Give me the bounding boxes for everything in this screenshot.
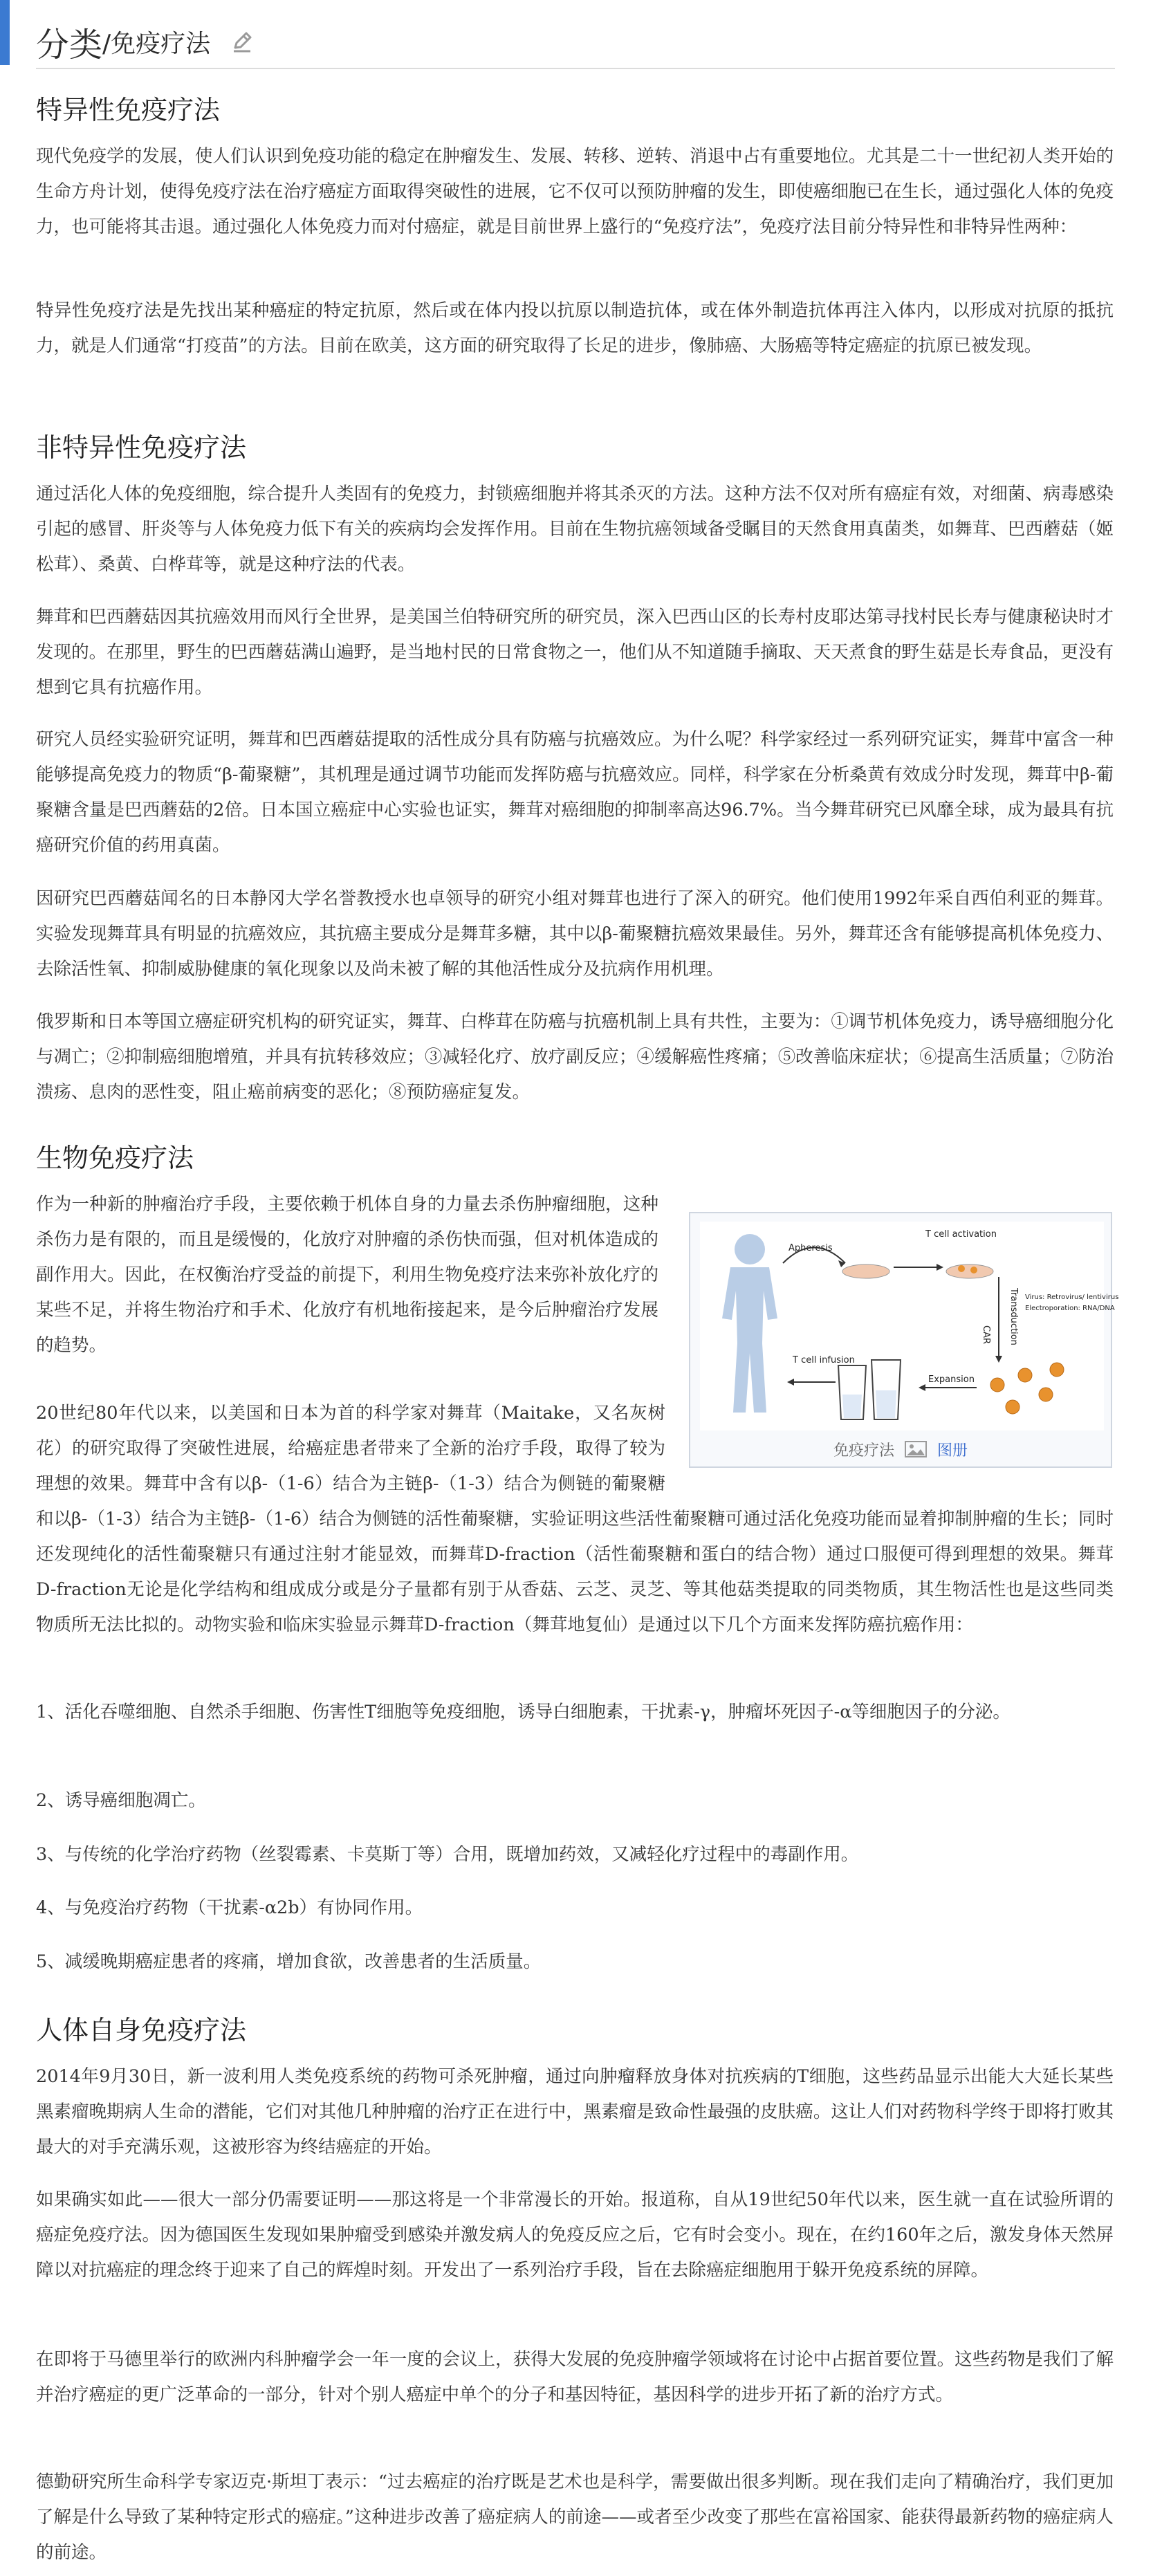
paragraph: 研究人员经实验研究证明，舞茸和巴西蘑菇提取的活性成分具有防癌与抗癌效应。为什么呢？科学家经过一系列研究证实，舞茸中富含一种能够提高免疫力的物质“β-葡聚糖”，其机理是通过调节功能而发挥防癌与抗癌效应。同样，科学家在分析桑黄有效成分时发现，舞茸中β-葡聚糖含量是巴西蘑菇的2倍。日本国立癌症中心实验也证实，舞茸对癌细胞的抑制率高达96.7%。当今舞茸研究已风靡全球，成为最具有抗癌研究价值的药用真菌。	[36, 729, 1114, 856]
label-expansion: Expansion	[928, 1374, 975, 1385]
paragraph: 舞茸和巴西蘑菇因其抗癌效用而风行全世界，是美国兰伯特研究所的研究员，深入巴西山区的长寿村皮耶达第寻找村民长寿与健康秘诀时才发现的。在那里，野生的巴西蘑菇满山遍野，是当地村民的日常食物之一，他们从不知道随手摘取、天天煮食的野生菇是长寿食品，更没有想到它具有抗癌作用。	[36, 607, 1114, 698]
figure-caption	[690, 1433, 1111, 1465]
label-infusion: T cell infusion	[793, 1355, 855, 1365]
gallery-link[interactable]: 图册	[937, 1442, 968, 1460]
page-title	[36, 15, 1115, 69]
paragraph: 2014年9月30日，新一波利用人类免疫系统的药物可杀死肿瘤，通过向肿瘤释放身体对抗疾病的T细胞，这些药品显示出能大大延长某些黑素瘤晚期病人生命的潜能，它们对其他几种肿瘤的治疗正在进行中，黑素瘤是致命性最强的皮肤癌。这让人们对药物科学终于即将打败其最大的对手充满乐观，这被形容为终结癌症的开始。	[36, 2066, 1114, 2158]
list-item: 4、与免疫治疗药物（干扰素-α2b）有协同作用。	[36, 1897, 423, 1918]
image-icon[interactable]	[904, 1439, 928, 1459]
page-title-sub: /免疫疗法	[102, 29, 211, 58]
title-accent-bar	[0, 0, 10, 65]
pencil-icon[interactable]	[228, 28, 256, 55]
page-title-main: 分类	[36, 25, 103, 64]
section-title: 生物免疫疗法	[36, 1143, 194, 1173]
paragraph: 如果确实如此——很大一部分仍需要证明——那这将是一个非常漫长的开始。报道称，自从19世纪50年代以来，医生就一直在试验所谓的癌症免疫疗法。因为德国医生发现如果肿瘤受到感染并激发病人的免疫反应之后，它有时会变小。现在，在约160年之后，激发身体天然屏障以对抗癌症的理念终于迎来了自己的辉煌时刻。开发出了一系列治疗手段，旨在去除癌症细胞用于躲开免疫系统的屏障。	[36, 2189, 1114, 2281]
paragraph: 俄罗斯和日本等国立癌症研究机构的研究证实，舞茸、白桦茸在防癌与抗癌机制上具有共性，主要为：①调节机体免疫力，诱导癌细胞分化与凋亡；②抑制癌细胞增殖，并具有抗转移效应；③减轻化疗、放疗副反应；④缓解癌性疼痛；⑤改善临床症状；⑥提高生活质量；⑦防治溃疡、息肉的恶性变，阻止癌前病变的恶化；⑧预防癌症复发。	[36, 1011, 1114, 1103]
paragraph: 德勤研究所生命科学专家迈克·斯坦丁表示：“过去癌症的治疗既是艺术也是科学，需要做出很多判断。现在我们走向了精确治疗，我们更加了解是什么导致了某种特定形式的癌症。”这种进步改善了癌症病人的前途——或者至少改变了那些在富裕国家、能获得最新药物的癌症病人的前途。	[36, 2472, 1114, 2563]
section-title: 人体自身免疫疗法	[36, 2015, 247, 2045]
label-activation: T cell activation	[925, 1229, 997, 1240]
figure-caption-text: 免疫疗法	[833, 1442, 894, 1460]
paragraph: 因研究巴西蘑菇闻名的日本静冈大学名誉教授水也卓领导的研究小组对舞茸也进行了深入的研究。他们使用1992年采自西伯利亚的舞茸。实验发现舞茸具有明显的抗癌效应，其抗癌主要成分是舞茸多糖，其中以β-葡聚糖抗癌效果最佳。另外，舞茸还含有能够提高机体免疫力、去除活性氧、抑制威胁健康的氧化现象以及尚未被了解的其他活性成分及抗病作用机理。	[36, 888, 1114, 979]
section-title: 非特异性免疫疗法	[36, 432, 247, 463]
figure-box[interactable]	[689, 1212, 1119, 1468]
car-t-therapy-diagram[interactable]	[700, 1222, 1119, 1430]
list-item: 1、活化吞噬细胞、自然杀手细胞、伤害性T细胞等免疫细胞，诱导白细胞素，干扰素-γ，肿瘤坏死因子-α等细胞因子的分泌。	[36, 1702, 1011, 1722]
label-virus: Virus: Retrovirus/ lentivirus	[1025, 1294, 1119, 1301]
list-item: 3、与传统的化学治疗药物（丝裂霉素、卡莫斯丁等）合用，既增加药效，又减轻化疗过程中的毒副作用。	[36, 1844, 859, 1865]
label-car: CAR	[981, 1325, 991, 1345]
label-transduction: Transduction	[1008, 1288, 1019, 1345]
list-item: 2、诱导癌细胞凋亡。	[36, 1790, 206, 1811]
paragraph: 现代免疫学的发展，使人们认识到免疫功能的稳定在肿瘤发生、发展、转移、逆转、消退中占有重要地位。尤其是二十一世纪初人类开始的生命方舟计划，使得免疫疗法在治疗癌症方面取得突破性的进展，它不仅可以预防肿瘤的发生，即使癌细胞已在生长，通过强化人体的免疫力，也可能将其击退。通过强化人体免疫力而对付癌症，就是目前世界上盛行的“免疫疗法”，免疫疗法目前分特异性和非特异性两种：	[36, 146, 1114, 237]
paragraph: 在即将于马德里举行的欧洲内科肿瘤学会一年一度的会议上，获得大发展的免疫肿瘤学领域将在讨论中占据首要位置。这些药物是我们了解并治疗癌症的更广泛革命的一部分，针对个别人癌症中单个的分子和基因特征，基因科学的进步开拓了新的治疗方式。	[36, 2349, 1114, 2405]
paragraph: 通过活化人体的免疫细胞，综合提升人类固有的免疫力，封锁癌细胞并将其杀灭的方法。这种方法不仅对所有癌症有效，对细菌、病毒感染引起的感冒、肝炎等与人体免疫力低下有关的疾病均会发挥作用。目前在生物抗癌领域备受瞩目的天然食用真菌类，如舞茸、巴西蘑菇（姬松茸）、桑黄、白桦茸等，就是这种疗法的代表。	[36, 484, 1114, 575]
paragraph-text: 20世纪80年代以来，以美国和日本为首的科学家对舞茸（Maitake，又名灰树花）的研究取得了突破性进展，给癌症患者带来了全新的治疗手段，取得了较为理想的效果。舞茸中含有以β-（1-6）结合为主链β-（1-3）结合为侧链的葡聚糖和以β-（1-3）结合为主链β-（1-6）结合为侧链的活性葡聚糖，实验证明这些活性葡聚糖可通过活化免疫功能而显着抑制肿瘤的生长；同时还发现纯化的活性葡聚糖只有通过注射才能显效，而舞茸D-fraction（活性葡聚糖和蛋白的结合物）通过口服便可得到理想的效果。舞茸D-fraction无论是化学结构和组成成分或是分子量都有别于从香菇、云芝、灵芝、等其他菇类提取的同类物质，其生物活性也是这些同类物质所无法比拟的。动物实验和临床实验显示舞茸D-fraction（舞茸地复仙）是通过以下几个方面来发挥防癌抗癌作用：	[36, 1403, 1114, 1635]
paragraph: 特异性免疫疗法是先找出某种癌症的特定抗原，然后或在体内投以抗原以制造抗体，或在体外制造抗体再注入体内，以形成对抗原的抵抗力，就是人们通常“打疫苗”的方法。目前在欧美，这方面的研究取得了长足的进步，像肺癌、大肠癌等特定癌症的抗原已被发现。	[36, 300, 1114, 356]
list-item: 5、减缓晚期癌症患者的疼痛，增加食欲，改善患者的生活质量。	[36, 1951, 542, 1972]
label-apheresis: Apheresis	[788, 1243, 833, 1253]
paragraph: 作为一种新的肿瘤治疗手段，主要依赖于机体自身的力量去杀伤肿瘤细胞，这种杀伤力是有限的，而且是缓慢的，化放疗对肿瘤的杀伤快而强，但对机体造成的副作用大。因此，在权衡治疗受益的前提下，利用生物免疫疗法来弥补放化疗的某些不足，并将生物治疗和手术、化放疗有机地衔接起来，是今后肿瘤治疗发展的趋势。	[36, 1194, 658, 1356]
section-title: 特异性免疫疗法	[36, 95, 221, 125]
label-electroporation: Electroporation: RNA/DNA	[1025, 1305, 1115, 1312]
